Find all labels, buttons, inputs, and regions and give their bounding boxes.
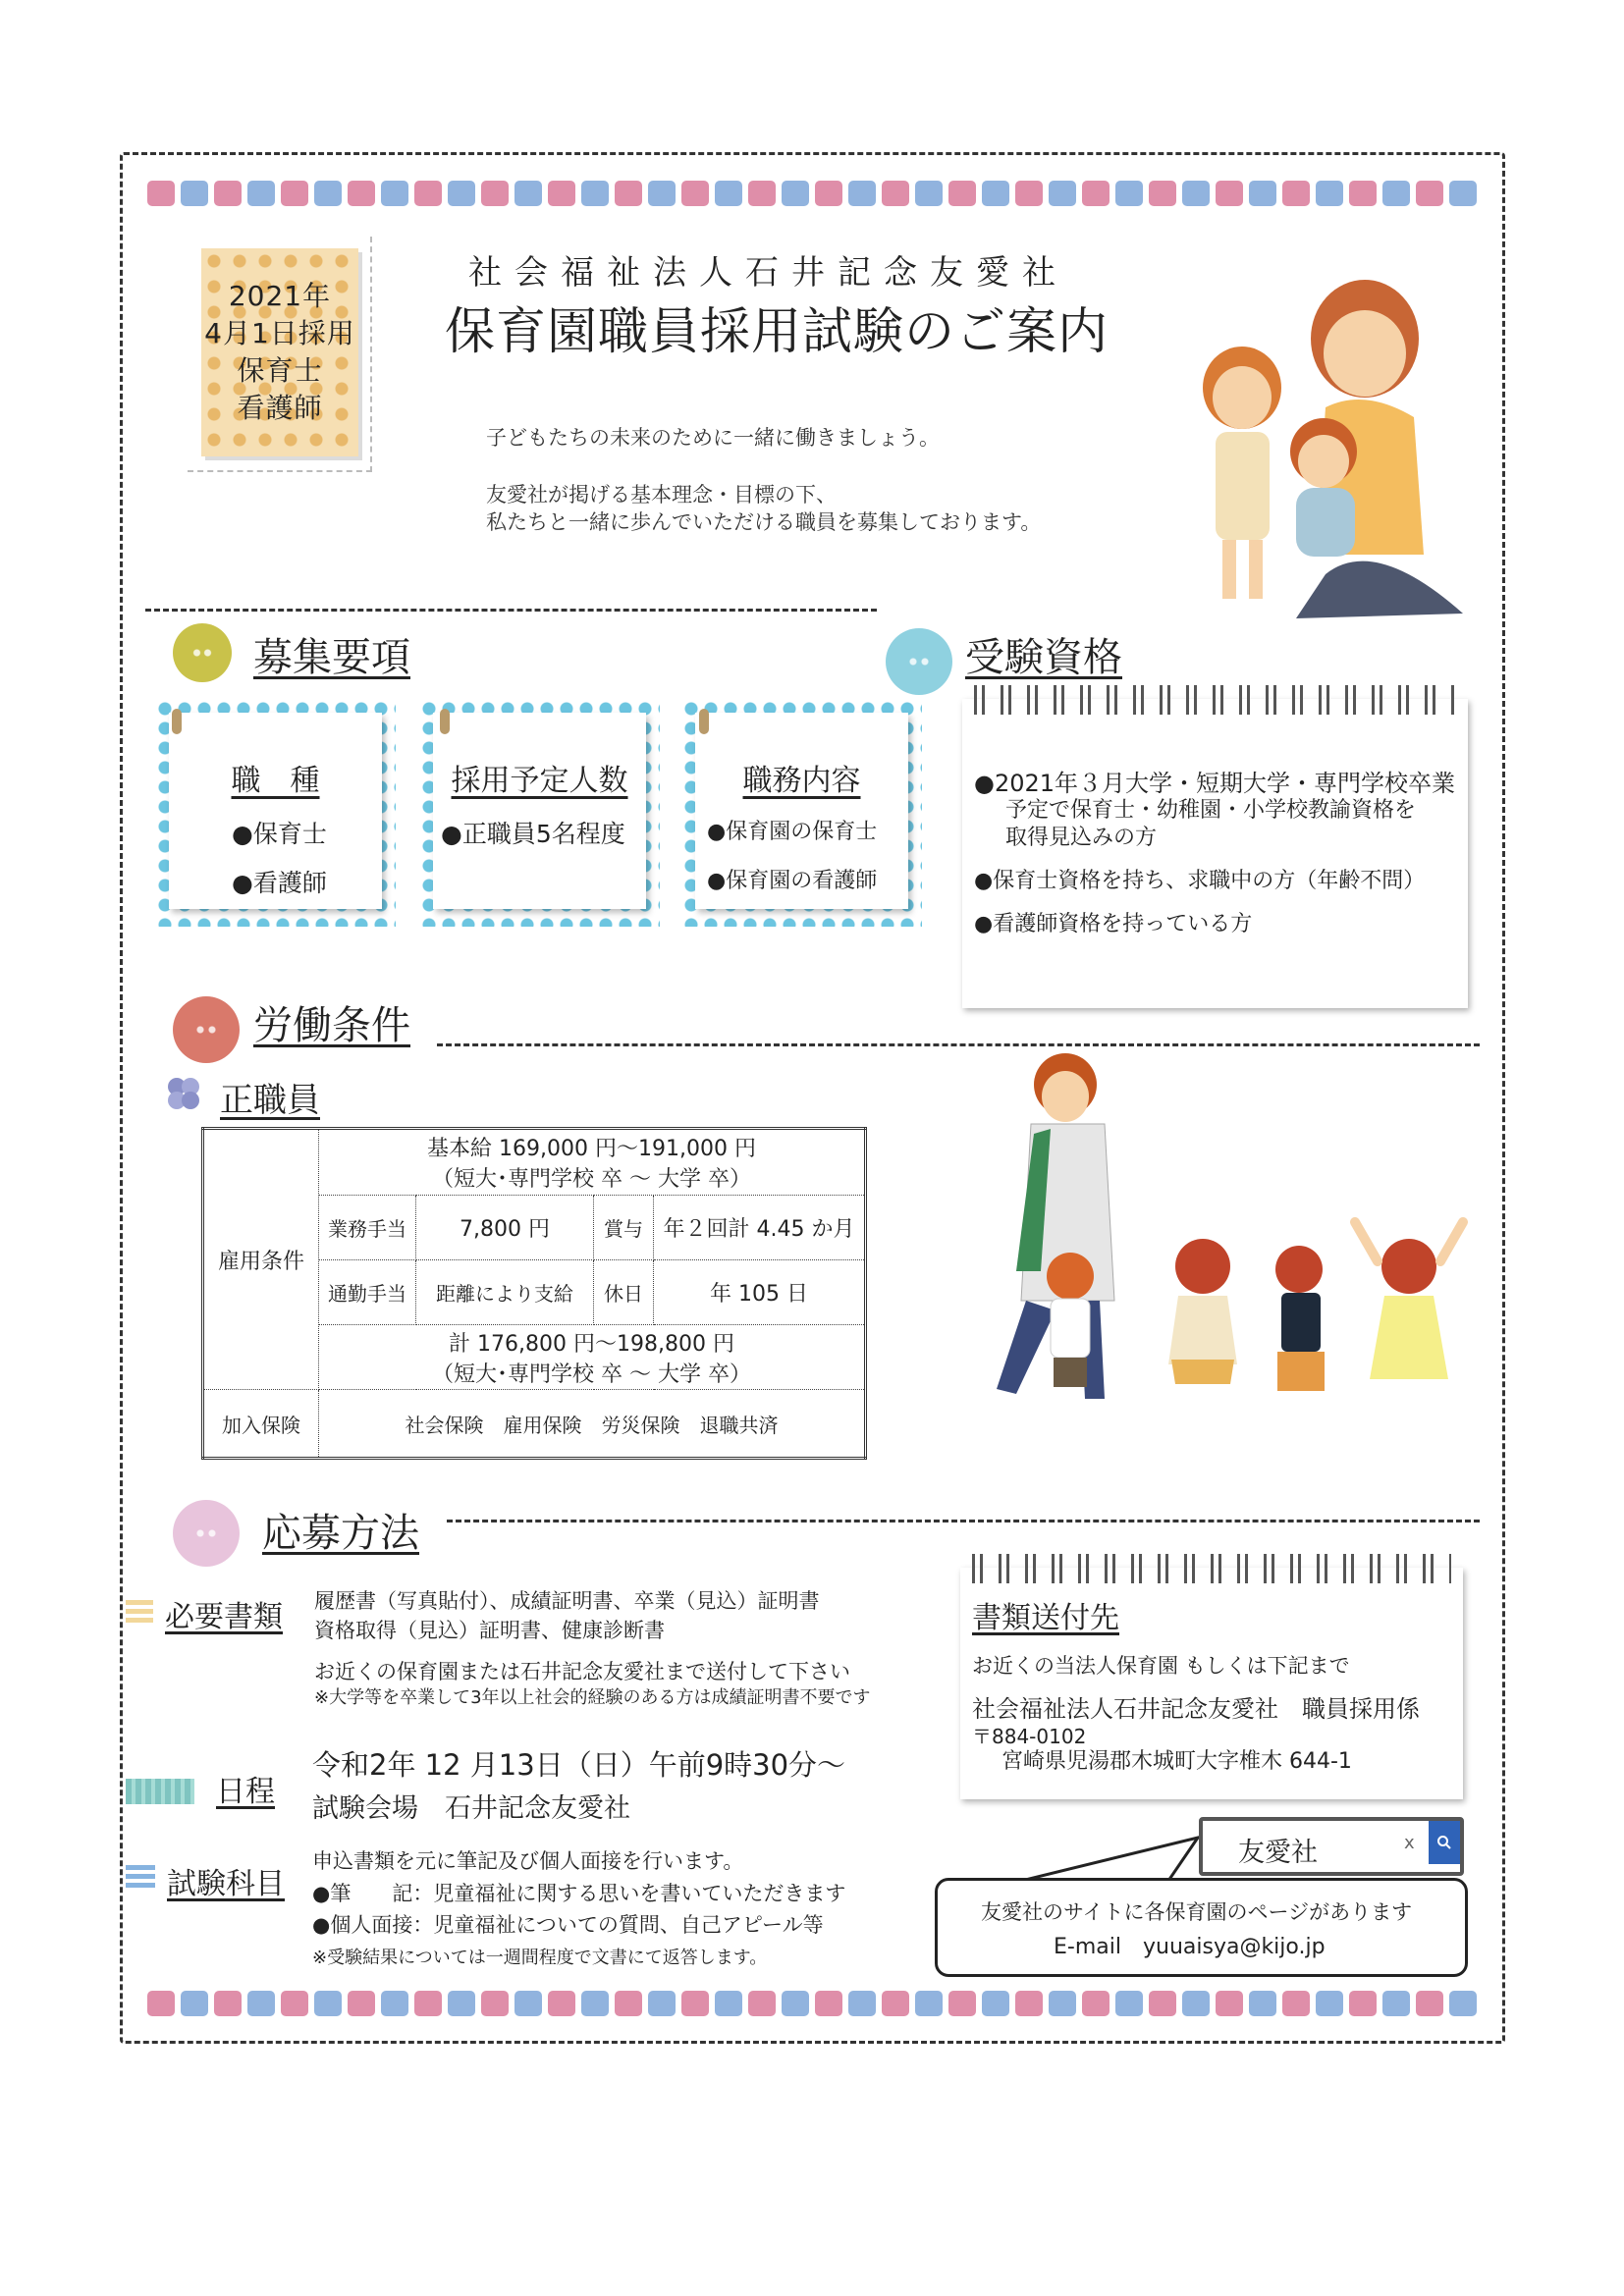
tape-icon [126,1865,155,1891]
schedule-label: 日程 [216,1775,275,1809]
send-to-note [960,1568,1463,1799]
button-ornament-icon [173,996,240,1063]
pin-icon [440,709,450,734]
schedule-venue: 試験会場 石井記念友愛社 [312,1793,630,1824]
intro-line: 友愛社が掲げる基本理念・目標の下、 [486,483,837,507]
spiral-binding [972,1554,1451,1583]
card-item: ●正職員5名程度 [441,820,625,848]
tape-icon [126,1600,153,1626]
stamp-line: 2021年 [228,280,332,312]
section-divider [447,1520,1480,1522]
clear-icon[interactable]: x [1404,1833,1415,1853]
holiday-label: 休日 [594,1260,654,1325]
flower-icon [165,1075,202,1112]
subjects-note: ※受験結果については一週間程度で文書にて返答します。 [312,1948,768,1968]
stamp-line: 看護師 [237,392,323,424]
total-salary: 計 176,800 円～198,800 円 [449,1331,734,1357]
application-heading: 応募方法 [262,1511,419,1556]
commute-allowance-value: 距離により支給 [416,1260,594,1325]
search-icon [1436,1835,1452,1850]
pin-icon [172,709,182,734]
working-conditions-table [201,1127,867,1460]
send-to-line: 社会福祉法人石井記念友愛社 職員採用係 [972,1695,1420,1723]
send-to-line: お近くの当法人保育園 もしくは下記まで [972,1654,1350,1678]
base-salary-note: （短大･専門学校 卒 ～ 大学 卒） [432,1167,751,1192]
send-to-heading: 書類送付先 [972,1601,1119,1635]
bonus-value: 年２回計 4.45 か月 [654,1196,866,1260]
eligibility-note [962,699,1468,1008]
intro-line: 私たちと一緒に歩んでいただける職員を募集しております。 [486,510,1042,534]
documents-note: ※大学等を卒業して3年以上社会的経験のある方は成績証明書不要です [314,1687,871,1708]
job-type-card [155,699,396,927]
eligibility-item: 予定で保育士・幼稚園・小学校教諭資格を [1005,798,1417,823]
postal-code: 〒884-0102 [972,1725,1087,1748]
button-ornament-icon [173,623,232,682]
washi-tape-top [145,177,1481,210]
insurance-label: 加入保険 [203,1390,319,1459]
section-divider [145,609,877,612]
duty-allowance-label: 業務手当 [319,1196,416,1260]
bonus-label: 賞与 [594,1196,654,1260]
send-to-address: 宮崎県児湯郡木城町大字椎木 644-1 [1001,1749,1352,1774]
documents-label: 必要書類 [165,1600,283,1634]
stamp-line: 4月1日採用 [204,317,355,349]
conditions-heading: 労働条件 [253,1003,410,1048]
tape-icon [126,1779,194,1804]
documents-line: 履歴書（写真貼付）、成績証明書、卒業（見込）証明書 [314,1589,820,1613]
insurance-value: 社会保険 雇用保険 労災保険 退職共済 [319,1390,866,1459]
pin-icon [699,709,709,734]
spiral-binding [974,685,1456,715]
card-item: ●保育士 [232,820,327,848]
search-query[interactable]: 友愛社 [1238,1838,1318,1868]
employment-label-cell: 雇用条件 [203,1129,319,1390]
subjects-line: ●個人面接：児童福祉についての質問、自己アピール等 [312,1913,824,1937]
search-button[interactable] [1429,1821,1460,1864]
holiday-value: 年 105 日 [654,1260,866,1325]
family-illustration [1178,260,1473,633]
card-item: ●保育園の看護師 [707,869,878,893]
eligibility-item: ●保育士資格を持ち、求職中の方（年齢不問） [974,869,1426,893]
subjects-line: 申込書類を元に筆記及び個人面接を行います。 [312,1849,744,1873]
button-ornament-icon [886,628,952,695]
bubble-tail [1021,1834,1208,1883]
card-item: ●看護師 [232,869,327,897]
base-salary-cell [319,1129,866,1196]
fulltime-subheading: 正職員 [220,1081,320,1120]
page-title: 保育園職員採用試験のご案内 [445,303,1110,361]
documents-line: お近くの保育園または石井記念友愛社まで送付して下さい [314,1660,850,1683]
card-title: 職務内容 [742,764,861,798]
card-title: 採用予定人数 [451,764,628,798]
washi-tape-bottom [145,1987,1481,2020]
hiring-stamp [201,248,358,456]
contact-email[interactable]: E-mail yuuaisya@kijo.jp [1054,1935,1326,1959]
search-box[interactable] [1199,1817,1464,1876]
commute-allowance-label: 通勤手当 [319,1260,416,1325]
total-salary-note: （短大･専門学校 卒 ～ 大学 卒） [432,1362,751,1387]
contact-bubble [935,1878,1468,1977]
contact-line: 友愛社のサイトに各保育園のページがあります [981,1900,1413,1924]
card-title: 職 種 [231,764,320,798]
eligibility-item: 取得見込みの方 [1005,826,1158,850]
stamp-line: 保育士 [237,354,323,387]
eligibility-heading: 受験資格 [965,635,1122,680]
walking-family-illustration [918,1045,1473,1468]
documents-line: 資格取得（見込）証明書、健康診断書 [314,1619,665,1642]
intro-line: 子どもたちの未来のために一緒に働きましょう。 [486,426,940,450]
schedule-date: 令和2年 12 月13日（日）午前9時30分～ [312,1748,846,1782]
headcount-card [419,699,660,927]
organization-name: 社会福祉法人石井記念友愛社 [468,253,1068,293]
button-ornament-icon [173,1500,240,1567]
duty-allowance-value: 7,800 円 [416,1196,594,1260]
total-salary-cell [319,1325,866,1390]
eligibility-item: ●2021年３月大学・短期大学・専門学校卒業 [974,770,1456,797]
eligibility-item: ●看護師資格を持っている方 [974,912,1253,936]
base-salary: 基本給 169,000 円～191,000 円 [427,1137,756,1161]
subjects-label: 試験科目 [167,1867,285,1901]
recruitment-heading: 募集要項 [253,635,410,680]
subjects-line: ●筆 記：児童福祉に関する思いを書いていただきます [312,1882,846,1905]
job-duties-card [681,699,922,927]
card-item: ●保育園の保育士 [707,820,878,844]
